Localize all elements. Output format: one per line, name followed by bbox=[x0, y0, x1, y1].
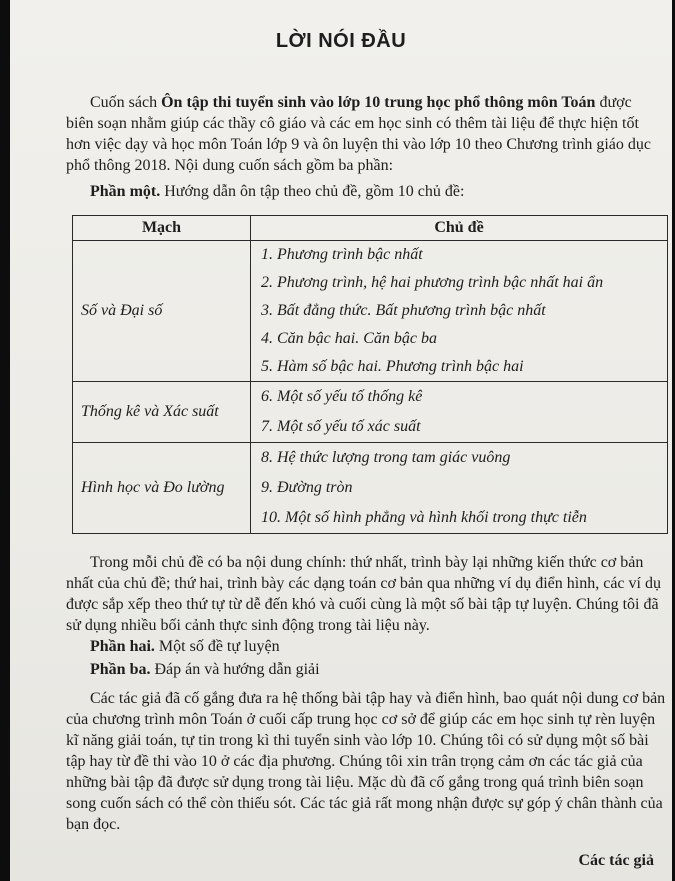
table-row bbox=[73, 382, 668, 443]
body-paragraph bbox=[66, 552, 666, 636]
header-chu-de: Chủ đề bbox=[251, 216, 668, 241]
topics-table bbox=[72, 215, 668, 534]
body-main-text: Trong mỗi chủ đề có ba nội dung chính: thứ nhất, trình bày lại những kiến thức cơ bản nhất của chủ đề; thứ hai, trình bày các dạng toán cơ bản qua những ví dụ điển hình, các ví dụ được sắp xếp theo thứ tự từ dễ đến khó và cuối cùng là một số bài tập tự luyện. Chúng tôi đã sử dụng nhiều bối cảnh thực sinh động trong tài liệu này. bbox=[66, 554, 661, 634]
topic-item: 2. Phương trình, hệ hai phương trình bậc nhất hai ẩn bbox=[261, 274, 604, 291]
part-two-heading bbox=[90, 638, 280, 656]
part-two-label: Phần hai. bbox=[90, 638, 155, 655]
signature: Các tác giả bbox=[578, 852, 654, 869]
part-one-heading bbox=[90, 183, 464, 201]
topic-item: 1. Phương trình bậc nhất bbox=[261, 246, 423, 263]
header-mach: Mạch bbox=[73, 216, 251, 241]
topics-cell bbox=[251, 443, 668, 534]
intro-rest: được biên soạn nhằm giúp các thầy cô giáo và các em học sinh có thêm tài liệu để thực hiện tốt hơn việc dạy và học môn Toán lớp 9 và ôn luyện thi vào lớp 10 theo Chương trình giáo dục phổ thông 2018. Nội dung cuốn sách gồm ba phần: bbox=[66, 94, 651, 174]
topic-item: 9. Đường tròn bbox=[261, 479, 353, 496]
closing-text: Các tác giả đã cố gắng đưa ra hệ thống bài tập hay và điển hình, bao quát nội dung cơ bản của chương trình môn Toán ở cuối cấp trung học cơ sở để giúp các em học sinh tự rèn luyện kĩ năng giải toán, tự tin trong kì thi tuyển sinh vào lớp 10. Chúng tôi có sử dụng một số bài tập hay từ đề thi vào 10 ở các địa phương. Chúng tôi xin trân trọng cảm ơn các tác giả của những bài tập đã được sử dụng trong tài liệu. Mặc dù đã cố gắng trong quá trình biên soạn song cuốn sách có thể còn thiếu sót. Các tác giả rất mong nhận được sự góp ý chân thành của bạn đọc. bbox=[66, 690, 666, 833]
table-header-row bbox=[73, 216, 668, 241]
part-three-text: Đáp án và hướng dẫn giải bbox=[150, 661, 320, 678]
topics-cell bbox=[251, 241, 668, 382]
topics-cell bbox=[251, 382, 668, 443]
topic-item: 5. Hàm số bậc hai. Phương trình bậc hai bbox=[261, 358, 524, 375]
part-two-text: Một số đề tự luyện bbox=[154, 638, 280, 655]
mach-cell: Số và Đại số bbox=[73, 241, 251, 382]
mach-cell: Thống kê và Xác suất bbox=[73, 382, 251, 443]
part-one-label: Phần một. bbox=[90, 183, 161, 200]
topic-item: 4. Căn bậc hai. Căn bậc ba bbox=[261, 330, 437, 347]
book-title: Ôn tập thi tuyển sinh vào lớp 10 trung học phổ thông môn Toán bbox=[161, 94, 596, 111]
table-row bbox=[73, 241, 668, 382]
closing-paragraph bbox=[66, 688, 666, 835]
topic-item: 3. Bất đẳng thức. Bất phương trình bậc nhất bbox=[261, 302, 546, 319]
book-page bbox=[10, 0, 672, 881]
part-one-text: Hướng dẫn ôn tập theo chủ đề, gồm 10 chủ đề: bbox=[160, 183, 465, 200]
page-title: LỜI NÓI ĐẦU bbox=[275, 30, 407, 52]
topic-item: 6. Một số yếu tố thống kê bbox=[261, 388, 423, 405]
intro-lead: Cuốn sách bbox=[90, 94, 162, 111]
topic-item: 8. Hệ thức lượng trong tam giác vuông bbox=[261, 449, 511, 466]
intro-paragraph bbox=[66, 92, 662, 176]
topic-item: 7. Một số yếu tố xác suất bbox=[261, 418, 421, 435]
mach-cell: Hình học và Đo lường bbox=[73, 443, 251, 534]
part-three-label: Phần ba. bbox=[90, 661, 151, 678]
topic-item: 10. Một số hình phẳng và hình khối trong thực tiễn bbox=[261, 509, 587, 526]
table-row bbox=[73, 443, 668, 534]
part-three-heading bbox=[90, 661, 320, 679]
